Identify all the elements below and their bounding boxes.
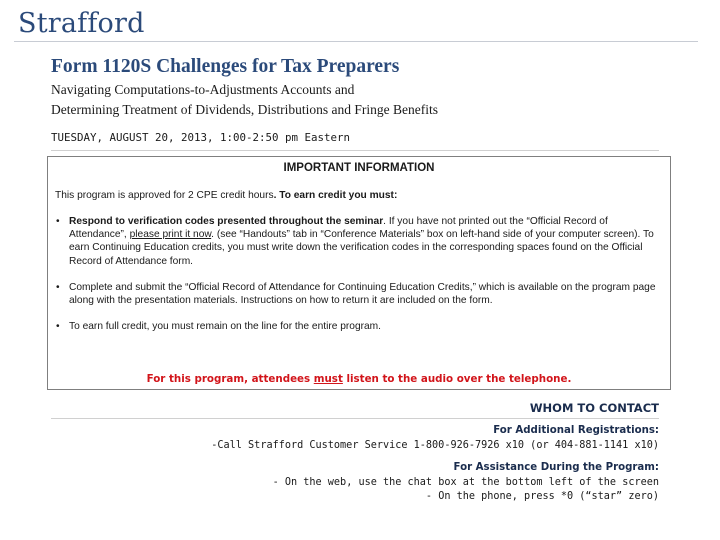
registrations-label: For Additional Registrations: [493,425,659,436]
intro-text [55,190,397,201]
print-now-link[interactable]: please print it now [129,229,212,241]
contact-heading: WHOM TO CONTACT [529,401,659,415]
page-title: Form 1120S Challenges for Tax Preparers [51,56,400,77]
date-divider [51,150,659,151]
list-item [55,281,665,307]
assistance-line-2: - On the phone, press *0 (“star” zero) [425,491,659,502]
requirements-list [55,215,665,346]
subtitle-line-2: Determining Treatment of Dividends, Distributions and Fringe Benefits [51,102,438,117]
audio-notice-b: listen to the audio over the telephone. [342,373,572,385]
subtitle-line-1: Navigating Computations-to-Adjustments Accounts and [51,82,355,97]
bullet-icon: • [56,216,60,227]
box-heading-text: IMPORTANT INFORMATION [283,162,435,174]
bullet-icon: • [56,281,60,293]
audio-notice-a: For this program, attendees [146,373,314,385]
bullet-icon: • [56,321,60,333]
intro-text-a: This program is approved for 2 CPE credit hours [55,190,274,201]
box-heading [48,162,670,174]
important-information-box [47,156,671,390]
bullet-1-text-b: . (see “Handouts” tab in “Conference Materials” box on left-hand side of your computer screen). To earn Continuing Education credits, you must write down the verification codes in the corresponding spaces found on the Official Record of Attendance form. [69,229,654,267]
event-date: TUESDAY, AUGUST 20, 2013, 1:00-2:50 pm Eastern [51,131,351,144]
bullet-3-text: To earn full credit, you must remain on the line for the entire program. [69,321,382,333]
intro-text-b: . To earn credit you must: [273,190,398,201]
bullet-1-bold: Respond to verification codes presented throughout the seminar [69,216,384,227]
audio-notice-must: must [313,373,343,385]
list-item [55,215,665,268]
contact-divider [51,418,659,419]
assistance-label: For Assistance During the Program: [453,462,659,473]
bullet-1-text-a: . If you have not printed out the “Official Record of Attendance”, [69,216,608,241]
audio-notice [48,373,670,385]
assistance-line-1: - On the web, use the chat box at the bottom left of the screen [272,477,659,488]
header-divider [14,41,698,42]
registrations-text: -Call Strafford Customer Service 1-800-926-7926 x10 (or 404-881-1141 x10) [211,440,659,451]
strafford-logo: Strafford [18,8,145,39]
list-item [55,320,665,333]
bullet-2-text: Complete and submit the “Official Record of Attendance for Continuing Education Credits,” which is available on the program page along with the presentation materials. Instructions on how to return it are included on the form. [69,281,656,307]
